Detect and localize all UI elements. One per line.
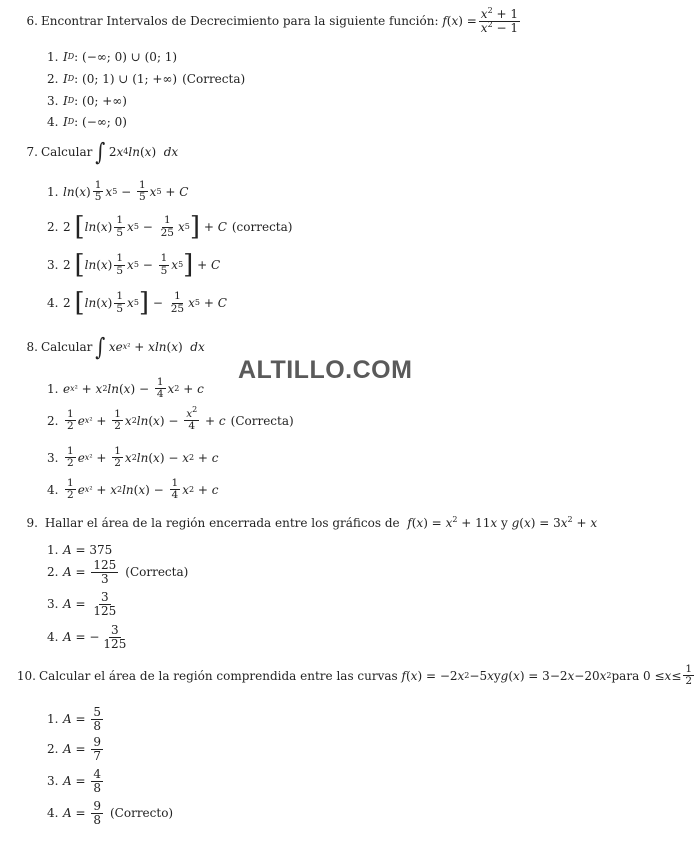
option: 1. I D : (−∞; 0) ∪ (0; 1)	[47, 50, 178, 64]
option: 2. 2 [ ln ( x ) $\frac{1}{5}$ x 5 − $\frac{1}{25}$ x 5 ] + C (correcta)	[47, 212, 293, 242]
option: 2. I D : (0; 1) ∪ (1; +∞) (Correcta)	[47, 72, 246, 86]
option: 3. $\frac{1}{2}$ e x² + $\frac{1}{2}$ x 2 ln ( x ) − x 2 + c	[47, 445, 219, 470]
question-8: 8. Calcular ∫ xe x² + xln ( x ) dx	[26, 333, 205, 361]
question-7: 7. Calcular ∫ 2 x 4 ln ( x ) dx	[26, 138, 179, 166]
option: 4. I D : (−∞; 0)	[47, 115, 127, 129]
option: 2. A = $\frac{125}{3}$ (Correcta)	[47, 558, 189, 586]
question-9: 9. Hallar el área de la región encerrada entre los gráficos de $f(x) = x^2 + 11x$ y $g(x) = 3x^2 + x$	[26, 515, 598, 530]
option: 3. A = $\frac{3}{125}$	[47, 590, 117, 618]
question-10: 10. Calcular el área de la región comprendida entre las curvas f ( x ) = −2 x 2 −5 x y g ( x ) = 3−2 x −20 x 2 para 0 ≤ x ≤ $\frac{1}{2}$	[16, 663, 693, 688]
option: 3. I D : (0; +∞)	[47, 94, 127, 108]
question-number: 6.	[26, 14, 38, 29]
question-text: Encontrar Intervalos de Decrecimiento para la siguiente función:	[41, 14, 439, 29]
option: 2. $\frac{1}{2}$ e x² + $\frac{1}{2}$ x 2 ln ( x ) − $\frac{x^2}{4}$ + c (Correcta)	[47, 405, 294, 433]
option: 1. A = 375	[47, 543, 113, 557]
option: 4. A = − $\frac{3}{125}$	[47, 623, 127, 651]
option: 3. A = $\frac{4}{8}$	[47, 767, 101, 795]
option: 1. ln ( x ) $\frac{1}{5}$ x 5 − $\frac{1}{5}$ x 5 + C	[47, 179, 189, 204]
option: 4. $\frac{1}{2}$ e x² + x 2 ln ( x ) − $\frac{1}{4}$ x 2 + c	[47, 477, 219, 502]
option: 4. 2 [ ln ( x ) $\frac{1}{5}$ x 5 ] − $\frac{1}{25}$ x 5 + C	[47, 288, 227, 318]
watermark: ALTILLO.COM	[238, 356, 413, 384]
correct-note: (Correcta)	[182, 72, 246, 86]
option: 3. 2 [ ln ( x ) $\frac{1}{5}$ x 5 − $\frac{1}{5}$ x 5 ] + C	[47, 250, 221, 280]
question-6: 6. Encontrar Intervalos de Decrecimiento para la siguiente función: f ( x ) = $\frac{x^2 + 1}{x^2 - 1}$	[18, 8, 694, 34]
option: 1. e x² + x 2 ln ( x ) − $\frac{1}{4}$ x 2 + c	[47, 376, 204, 401]
option: 4. A = $\frac{9}{8}$ (Correcto)	[47, 799, 174, 827]
option: 2. A = $\frac{9}{7}$	[47, 735, 101, 763]
option: 1. A = $\frac{5}{8}$	[47, 705, 101, 733]
